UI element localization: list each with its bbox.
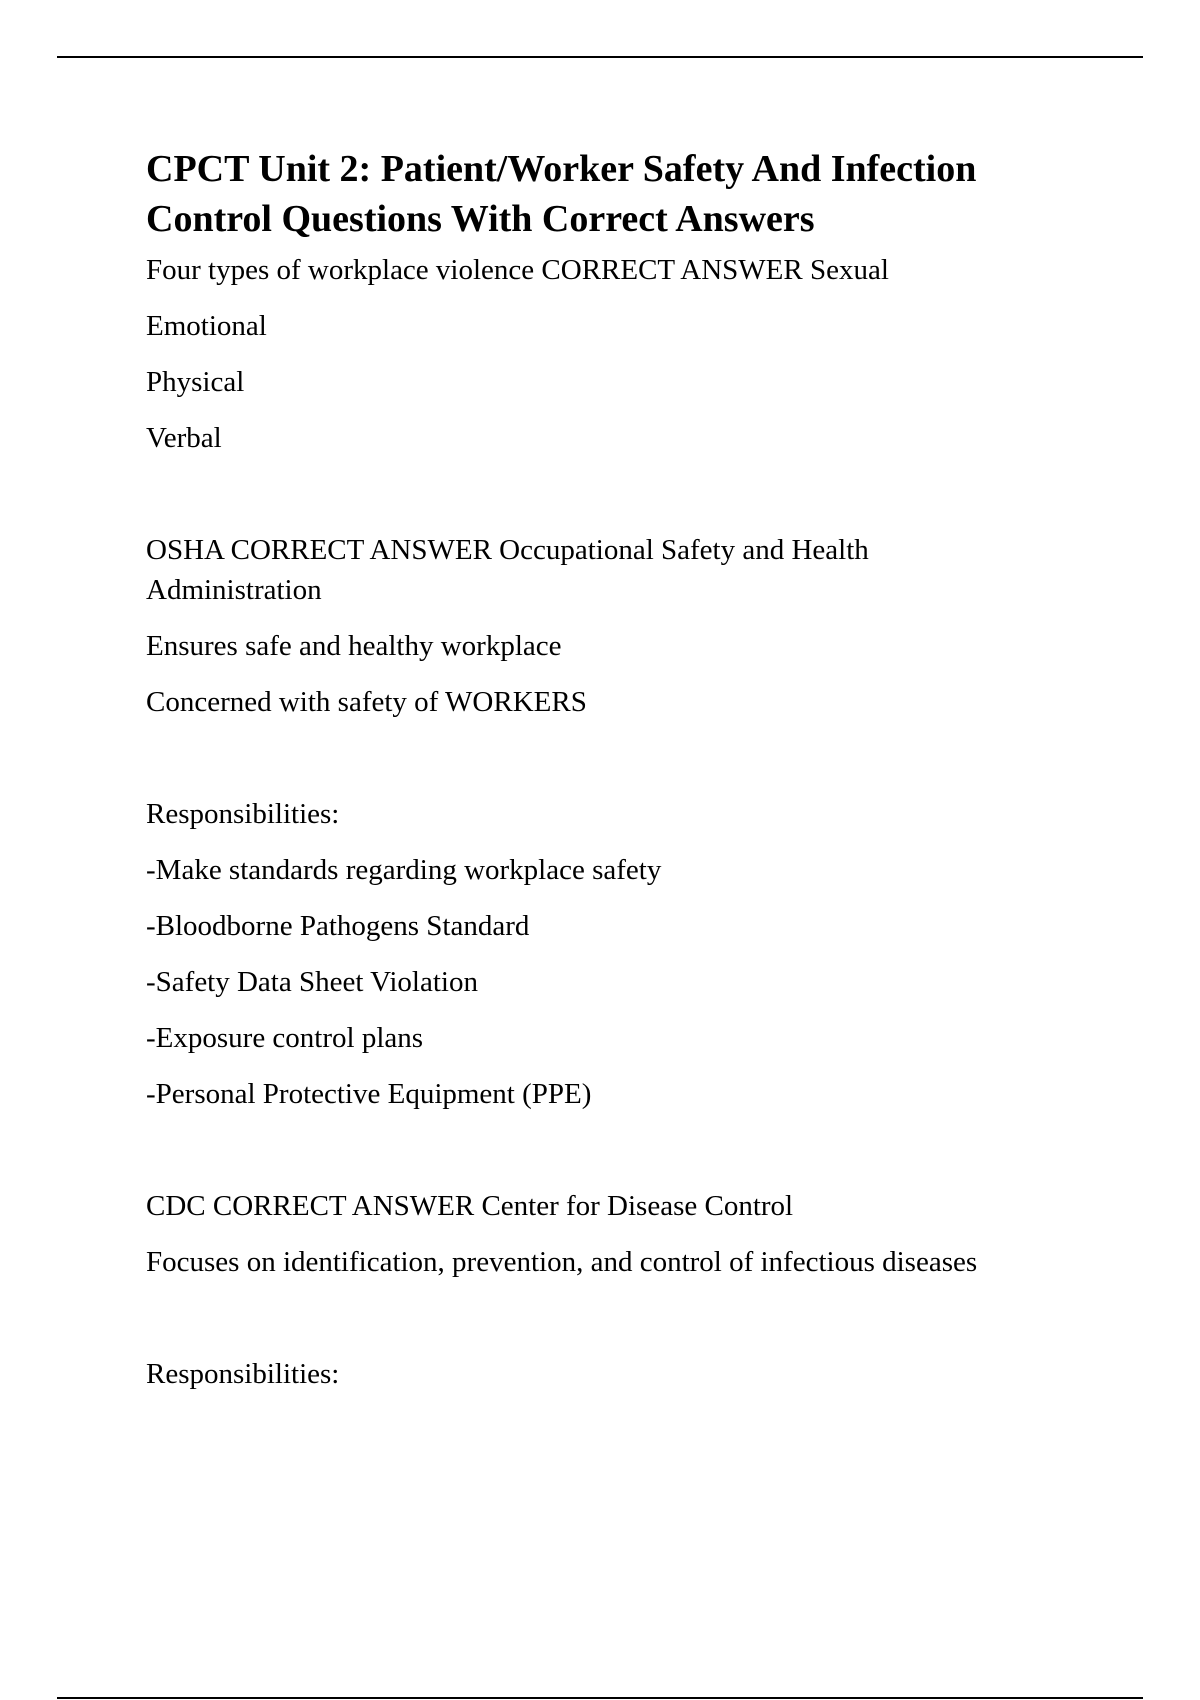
section-gap [146, 1298, 1146, 1354]
osha-responsibility-item: -Bloodborne Pathogens Standard [146, 910, 530, 942]
violence-question: Four types of workplace violence CORRECT ANSWER Sexual [146, 254, 889, 286]
document-body [146, 144, 1146, 1410]
osha-question: OSHA CORRECT ANSWER Occupational Safety and Health Administration [146, 534, 869, 606]
osha-responsibility-item: -Exposure control plans [146, 1022, 424, 1054]
violence-item: Physical [146, 366, 245, 398]
document-title [146, 144, 1146, 244]
osha-note: Ensures safe and healthy workplace [146, 630, 562, 662]
top-rule [57, 56, 1143, 58]
section-gap [146, 474, 1146, 530]
violence-item: Verbal [146, 422, 222, 454]
violence-item: Emotional [146, 310, 267, 342]
cdc-note: Focuses on identification, prevention, and control of infectious diseases [146, 1246, 978, 1278]
cdc-responsibilities-label: Responsibilities: [146, 1358, 340, 1390]
osha-responsibility-item: -Make standards regarding workplace safety [146, 854, 662, 886]
osha-responsibilities-label: Responsibilities: [146, 798, 340, 830]
title-line-1: CPCT Unit 2: Patient/Worker Safety And Infection [146, 148, 977, 190]
osha-responsibility-item: -Safety Data Sheet Violation [146, 966, 478, 998]
osha-responsibility-item: -Personal Protective Equipment (PPE) [146, 1078, 592, 1110]
cdc-question: CDC CORRECT ANSWER Center for Disease Control [146, 1190, 794, 1222]
section-gap [146, 1130, 1146, 1186]
osha-note: Concerned with safety of WORKERS [146, 686, 587, 718]
section-gap [146, 738, 1146, 794]
bottom-rule [57, 1697, 1143, 1699]
title-line-2: Control Questions With Correct Answers [146, 198, 815, 240]
